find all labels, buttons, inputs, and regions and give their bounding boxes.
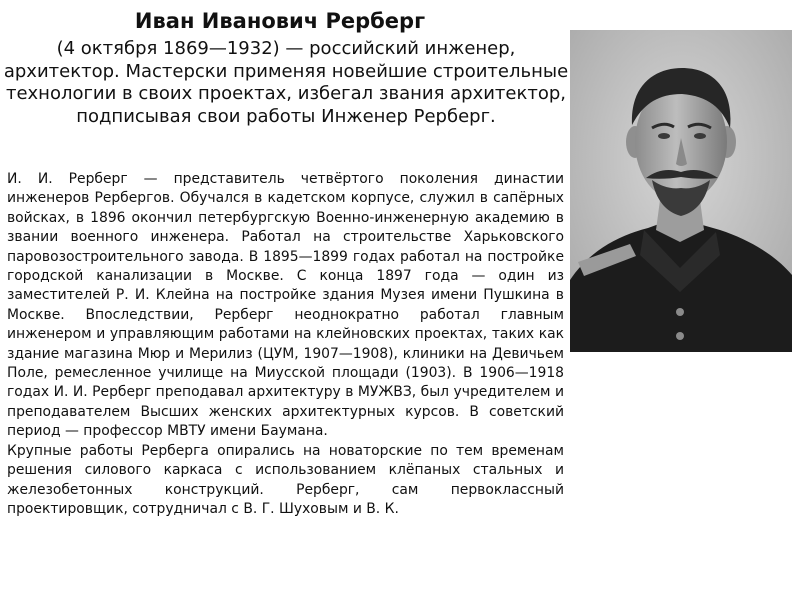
page-title: Иван Иванович Рерберг <box>134 9 426 33</box>
body-text <box>7 170 564 519</box>
portrait-photo <box>570 30 792 352</box>
subtitle: (4 октября 1869—1932) — российский инженер, архитектор. Мастерски применяя новейшие строительные технологии в своих проектах, избегал звания архитектор, подписывая свои работы Инженер Рерберг. <box>3 38 569 127</box>
paragraph-biography: И. И. Рерберг — представитель четвёртого поколения династии инженеров Рербергов. Обучался в кадетском корпусе, служил в сапёрных войсках, в 1896 окончил петербургскую Военно-инженерную академию в звании военного инженера. Работал на строительстве Харьковского паровозостроительного завода. В 1895—1899 годах работал на постройке городской канализации в Москве. С конца 1897 года — один из заместителей Р. И. Клейна на постройке здания Музея имени Пушкина в Москве. Впоследствии, Рерберг неоднократно работал главным инженером и управляющим работами на клейновских проектах, таких как здание магазина Мюр и Мерилиз (ЦУМ, 1907—1908), клиники на Девичьем Поле, ремесленное училище на Миусской площади (1903). В 1906—1918 годах И. И. Рерберг преподавал архитектуру в МУЖВЗ, был учредителем и преподавателем Высших женских архитектурных курсов. В советский период — профессор МВТУ имени Баумана. <box>7 171 564 440</box>
paragraph-works: Крупные работы Рерберга опирались на новаторские по тем временам решения силового каркаса с использованием клёпаных стальных и железобетонных конструкций. Рерберг, сам первоклассный проектировщик, сотрудничал с В. Г. Шуховым и В. К. <box>7 442 564 517</box>
